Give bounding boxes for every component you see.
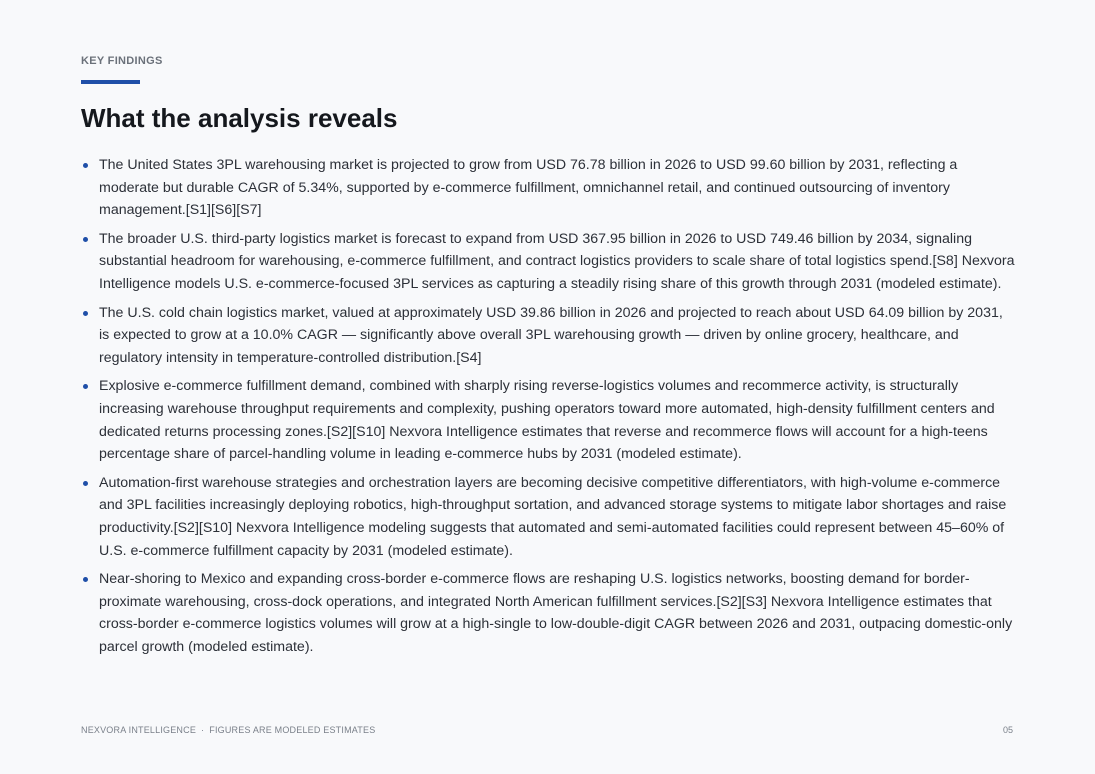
footer-note: FIGURES ARE MODELED ESTIMATES (209, 725, 376, 735)
bullet-icon (83, 481, 88, 486)
bullet-icon (83, 237, 88, 242)
section-eyebrow: KEY FINDINGS (81, 55, 163, 67)
footer-brand: NEXVORA INTELLIGENCE (81, 725, 197, 735)
page-footer (81, 725, 375, 735)
finding-item (81, 472, 1016, 562)
finding-item (81, 568, 1016, 658)
finding-text: Automation-first warehouse strategies and orchestration layers are becoming decisive competitive differentiators, with high-volume e-commerce and 3PL facilities increasingly deploying robotics, high-throughput sortation, and advanced storage systems to mitigate labor shortages and raise productivity.[S2][S10] Nexvora Intelligence modeling suggests that automated and semi-automated facilities could represent between 45–60% of U.S. e-commerce fulfillment capacity by 2031 (modeled estimate). (99, 474, 1007, 559)
finding-text: Near-shoring to Mexico and expanding cross-border e-commerce flows are reshaping U.S. logistics networks, boosting demand for border-proximate warehousing, cross-dock operations, and integrated North American fulfillment services.[S2][S3] Nexvora Intelligence estimates that cross-border e-commerce logistics volumes will grow at a high-single to low-double-digit CAGR between 2026 and 2031, outpacing domestic-only parcel growth (modeled estimate). (99, 571, 1013, 655)
bullet-icon (83, 577, 88, 582)
page-number: 05 (1002, 725, 1013, 735)
finding-item (81, 228, 1016, 296)
findings-list (81, 154, 1016, 664)
page-title: What the analysis reveals (81, 103, 398, 133)
finding-text: The broader U.S. third-party logistics market is forecast to expand from USD 367.95 billion in 2026 to USD 749.46 billion by 2034, signaling substantial headroom for warehousing, e-commerce fulfillment, and contract logistics providers to scale share of total logistics spend.[S8] Nexvora Intelligence models U.S. e-commerce-focused 3PL services as capturing a steadily rising share of this growth through 2031 (modeled estimate). (99, 230, 1015, 292)
finding-text: The United States 3PL warehousing market is projected to grow from USD 76.78 billion in 2026 to USD 99.60 billion by 2031, reflecting a moderate but durable CAGR of 5.34%, supported by e-commerce fulfillment, omnichannel retail, and continued outsourcing of inventory management.[S1][S6][S7] (99, 157, 958, 219)
footer-separator: · (201, 725, 205, 735)
finding-text: The U.S. cold chain logistics market, valued at approximately USD 39.86 billion in 2026 and projected to reach about USD 64.09 billion by 2031, is expected to grow at a 10.0% CAGR — significantly above overall 3PL warehousing growth — driven by online grocery, healthcare, and regulatory intensity in temperature-controlled distribution.[S4] (99, 304, 1003, 366)
finding-item (81, 375, 1016, 465)
finding-item (81, 302, 1016, 370)
finding-text: Explosive e-commerce fulfillment demand, combined with sharply rising reverse-logistics volumes and recommerce activity, is structurally increasing warehouse throughput requirements and complexity, pushing operators toward more automated, high-density fulfillment centers and dedicated returns processing zones.[S2][S10] Nexvora Intelligence estimates that reverse and recommerce flows will account for a high-teens percentage share of parcel-handling volume in leading e-commerce hubs by 2031 (modeled estimate). (99, 378, 995, 463)
bullet-icon (83, 384, 88, 389)
finding-item (81, 154, 1016, 222)
bullet-icon (83, 311, 88, 316)
bullet-icon (83, 163, 88, 168)
accent-rule (81, 80, 140, 84)
